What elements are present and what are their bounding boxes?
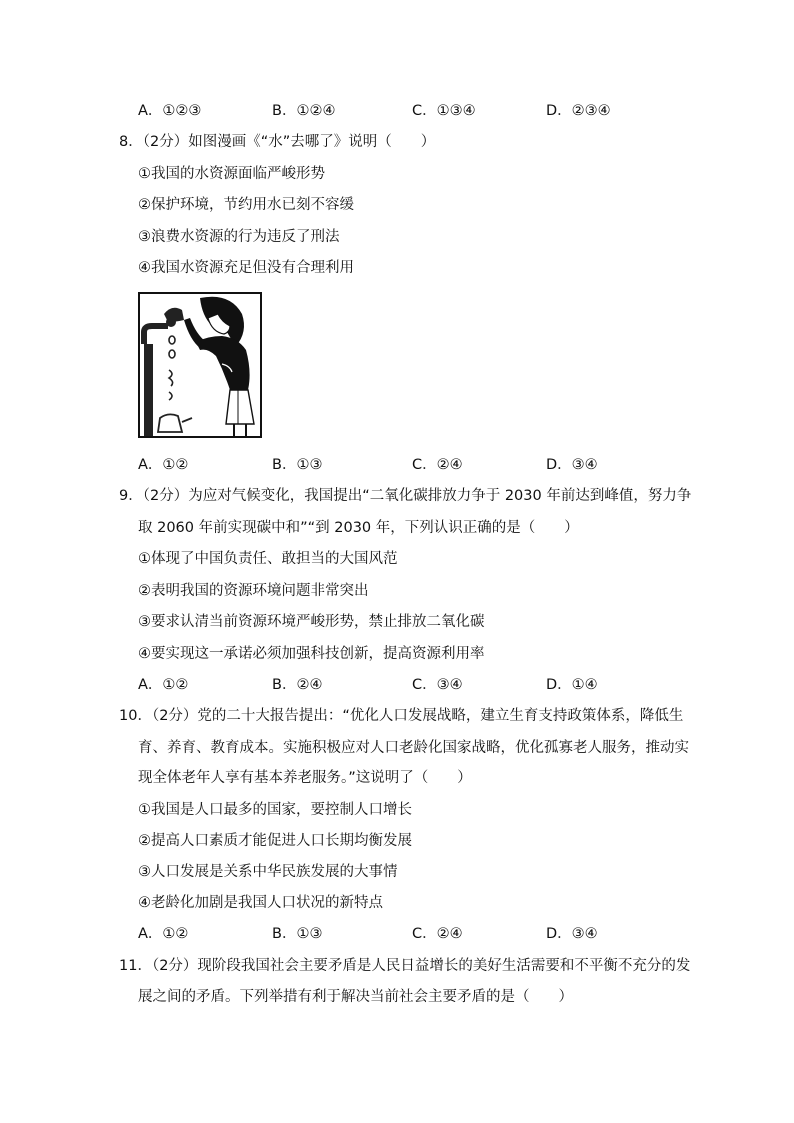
q10-statement-4: ④老龄化加剧是我国人口状况的新特点 — [138, 895, 383, 911]
q10-stem-line-2: 育、养育、教育成本。实施积极应对人口老龄化国家战略，优化孤寡老人服务，推动实 — [138, 740, 689, 756]
q8-statement-4: ④我国水资源充足但没有合理利用 — [138, 260, 354, 276]
q10-statement-3: ③人口发展是关系中华民族发展的大事情 — [138, 864, 398, 880]
q9-option-c[interactable]: C．③④ — [412, 677, 463, 693]
q10-statement-2: ②提高人口素质才能促进人口长期均衡发展 — [138, 833, 412, 849]
q7-option-a[interactable]: A．①②③ — [138, 103, 202, 119]
q7-option-c[interactable]: C．①③④ — [412, 103, 476, 119]
q8-option-a[interactable]: A．①② — [138, 457, 189, 473]
q9-option-a[interactable]: A．①② — [138, 677, 189, 693]
q10-options — [138, 924, 698, 944]
q11-stem-line-1: 11．（2分）现阶段我国社会主要矛盾是人民日益增长的美好生活需要和不平衡不充分的发 — [119, 958, 691, 974]
q9-statement-2: ②表明我国的资源环境问题非常突出 — [138, 583, 369, 599]
water-cartoon-image — [138, 292, 262, 438]
q10-option-d[interactable]: D．③④ — [546, 926, 598, 942]
q10-statement-1: ①我国是人口最多的国家，要控制人口增长 — [138, 802, 412, 818]
q8-stem: 8．（2分）如图漫画《“水”去哪了》说明（ ） — [119, 134, 436, 150]
q10-stem-line-1: 10．（2分）党的二十大报告提出：“优化人口发展战略，建立生育支持政策体系，降低生 — [119, 708, 684, 724]
q10-stem-line-3: 现全体老年人享有基本养老服务。”这说明了（ ） — [138, 770, 472, 786]
q10-option-a[interactable]: A．①② — [138, 926, 189, 942]
q7-options — [138, 101, 698, 121]
q9-options — [138, 675, 698, 695]
q7-option-b[interactable]: B．①②④ — [272, 103, 336, 119]
q9-statement-4: ④要实现这一承诺必须加强科技创新，提高资源利用率 — [138, 646, 485, 662]
q8-option-c[interactable]: C．②④ — [412, 457, 463, 473]
q8-option-b[interactable]: B．①③ — [272, 457, 323, 473]
q8-option-d[interactable]: D．③④ — [546, 457, 598, 473]
q9-statement-3: ③要求认清当前资源环境严峻形势，禁止排放二氧化碳 — [138, 614, 485, 630]
q11-stem-line-2: 展之间的矛盾。下列举措有利于解决当前社会主要矛盾的是（ ） — [138, 989, 573, 1005]
q8-statement-1: ①我国的水资源面临严峻形势 — [138, 166, 325, 182]
q8-statement-3: ③浪费水资源的行为违反了刑法 — [138, 229, 340, 245]
q7-option-d[interactable]: D．②③④ — [546, 103, 611, 119]
q9-option-d[interactable]: D．①④ — [546, 677, 598, 693]
q9-stem-line-1: 9．（2分）为应对气候变化，我国提出“二氧化碳排放力争于 2030 年前达到峰值，努力争 — [119, 488, 692, 504]
q9-statement-1: ①体现了中国负责任、敢担当的大国风范 — [138, 551, 398, 567]
q8-options — [138, 455, 698, 475]
q9-option-b[interactable]: B．②④ — [272, 677, 323, 693]
q10-option-b[interactable]: B．①③ — [272, 926, 323, 942]
q9-stem-line-2: 取 2060 年前实现碳中和”“到 2030 年，下列认识正确的是（ ） — [138, 520, 579, 536]
q8-statement-2: ②保护环境，节约用水已刻不容缓 — [138, 197, 354, 213]
q10-option-c[interactable]: C．②④ — [412, 926, 463, 942]
